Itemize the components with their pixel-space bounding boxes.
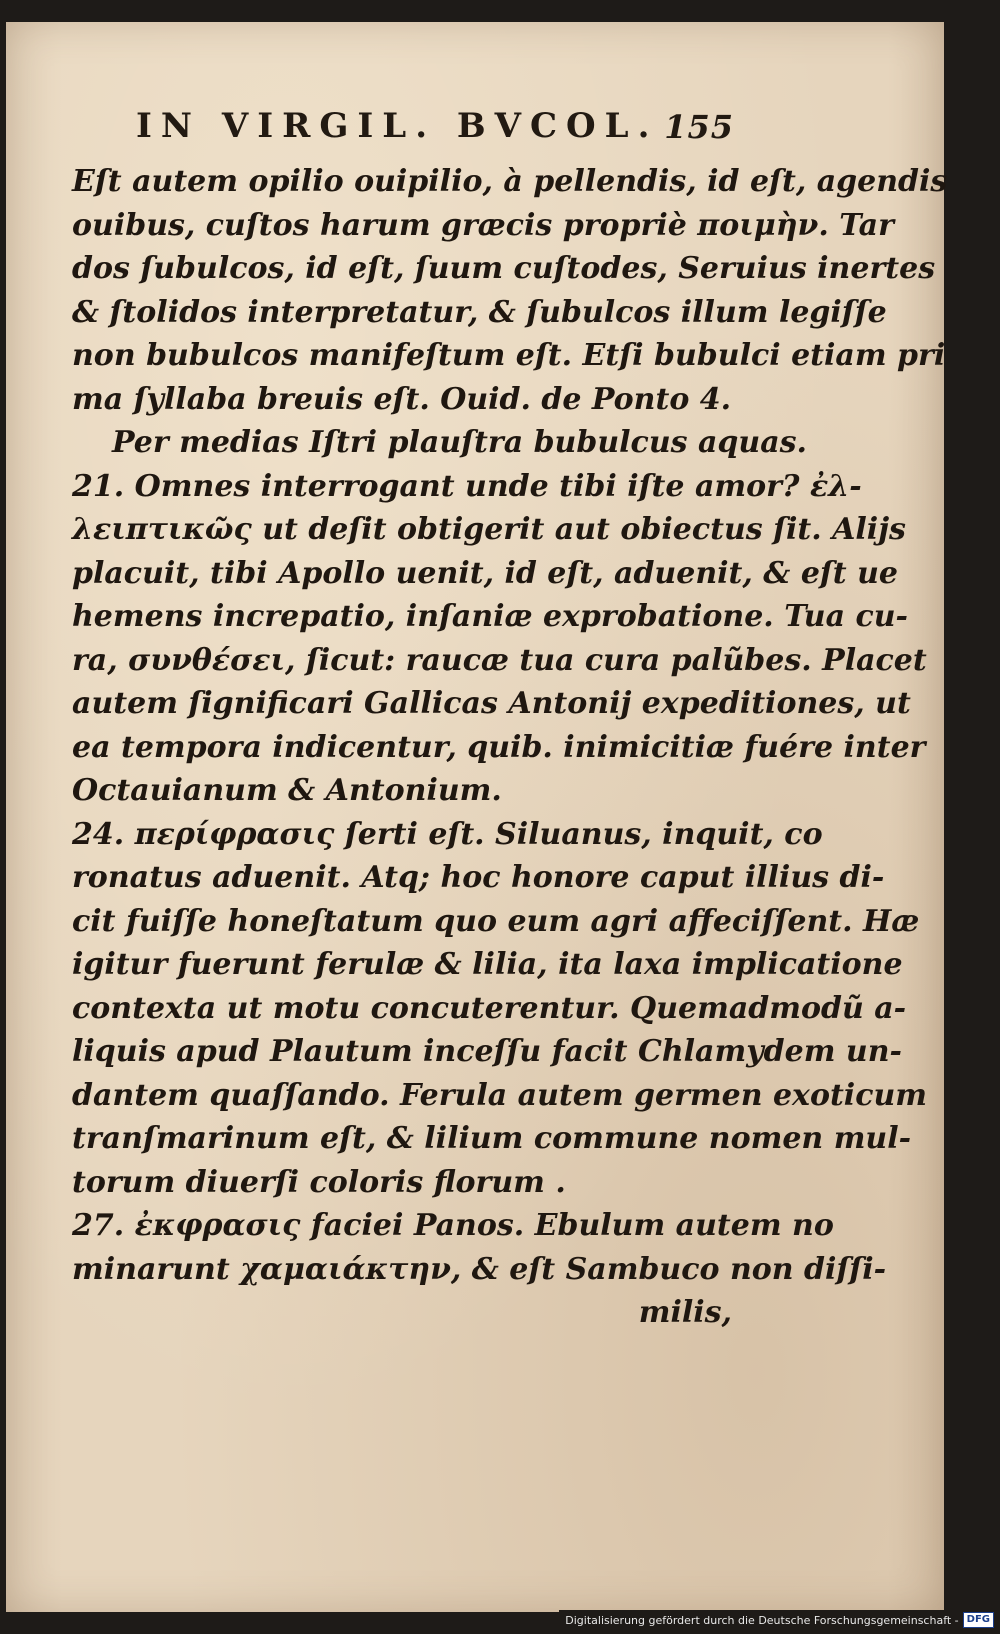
page-number: 155 bbox=[664, 108, 734, 146]
text-line: minarunt χαμαιάκτην, & eſt Sambuco non diſſi- bbox=[72, 1251, 887, 1287]
text-line: ouibus, cuſtos harum græcis propriè ποιμὴν. Tar bbox=[72, 207, 894, 243]
text-line: placuit, tibi Apollo uenit, id eſt, aduenit, & eſt ue bbox=[72, 555, 899, 591]
text-line: Eſt autem opilio ouipilio, à pellendis, id eſt, agendis bbox=[72, 164, 948, 199]
text-line: ronatus aduenit. Atq; hoc honore caput illius di- bbox=[72, 860, 885, 895]
text-line: non bubulcos manifeſtum eſt. Etſi bubulci etiam pri bbox=[72, 338, 946, 373]
verse-note-21: 21. Omnes interrogant unde tibi iſte amor? ἐλ- bbox=[72, 468, 862, 504]
text-line: contexta ut motu concuterentur. Quemadmodũ a- bbox=[72, 990, 907, 1026]
text-line: hemens increpatio, inſaniæ exprobatione. Tua cu- bbox=[72, 599, 908, 634]
text-line: & ſtolidos interpretatur, & ſubulcos illum legiſſe bbox=[72, 294, 887, 330]
text-line: liquis apud Plautum inceſſu facit Chlamydem un- bbox=[72, 1034, 902, 1069]
text-line: ra, συνθέσει, ſicut: raucæ tua cura palũbes. Placet bbox=[72, 642, 927, 678]
book-page bbox=[6, 22, 948, 1612]
verse-note-24: 24. περίφρασις ſerti eſt. Siluanus, inquit, co bbox=[72, 816, 823, 852]
catchword: milis, bbox=[638, 1295, 732, 1330]
text-line: cit fuiſſe honeſtatum quo eum agri affeciſſent. Hæ bbox=[72, 903, 920, 939]
verse-note-27: 27. ἐκφρασις faciei Panos. Ebulum autem no bbox=[72, 1208, 834, 1243]
text-block bbox=[72, 98, 948, 1335]
text-line: torum diuerſi coloris florum . bbox=[72, 1164, 566, 1200]
digitization-footer bbox=[559, 1610, 994, 1630]
text-line: dantem quaſſando. Ferula autem germen exoticum bbox=[72, 1077, 928, 1113]
text-line: autem ſignificari Gallicas Antonij expeditiones, ut bbox=[72, 686, 911, 721]
text-line: Octauianum & Antonium. bbox=[72, 773, 502, 808]
text-line: ea tempora indicentur, quib. inimicitiæ fuére inter bbox=[72, 729, 926, 765]
text-line: igitur fuerunt ferulæ & lilia, ita laxa implicatione bbox=[72, 947, 903, 982]
footer-text: Digitalisierung gefördert durch die Deutsche Forschungsgemeinschaft - bbox=[565, 1613, 959, 1627]
quoted-verse: Per medias Iſtri plauſtra bubulcus aquas. bbox=[112, 425, 807, 460]
text-line: tranſmarinum eſt, & lilium commune nomen mul- bbox=[72, 1121, 912, 1156]
running-head bbox=[72, 98, 732, 160]
text-line: dos ſubulcos, id eſt, ſuum cuſtodes, Seruius inertes bbox=[72, 251, 936, 286]
text-line: ma ſyllaba breuis eſt. Ouid. de Ponto 4. bbox=[72, 381, 732, 417]
running-head-title: IN VIRGIL. BVCOL. bbox=[136, 106, 659, 146]
text-line: λειπτικῶς ut deſit obtigerit aut obiectus ſit. Alijs bbox=[72, 512, 906, 547]
dfg-logo: DFG bbox=[963, 1612, 994, 1628]
